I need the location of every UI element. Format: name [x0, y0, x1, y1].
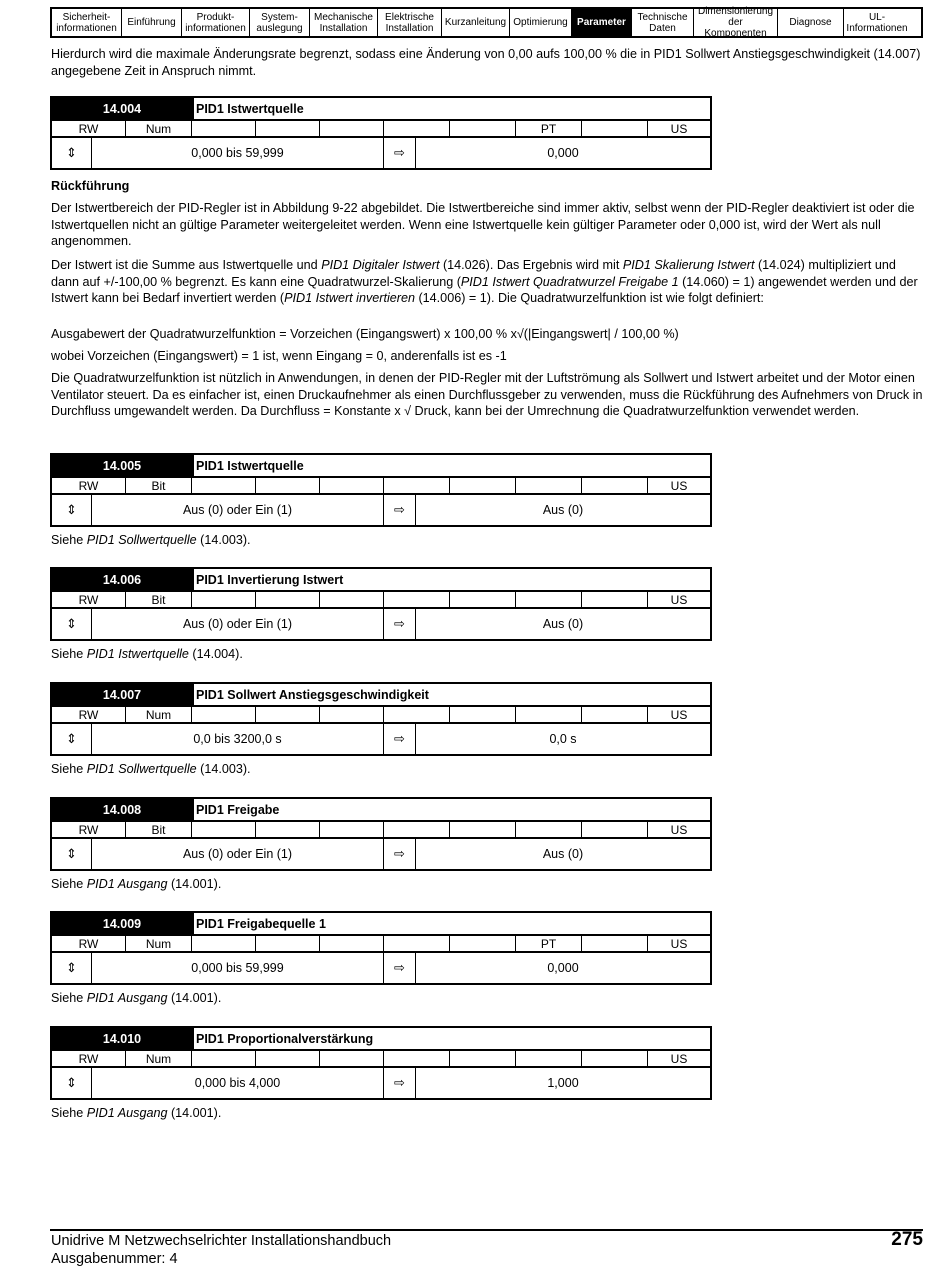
- param-ref: PID1 Istwert invertieren: [284, 291, 415, 306]
- see-reference: [51, 762, 251, 776]
- param-header: [50, 682, 712, 705]
- attribute-cell: [320, 1051, 384, 1066]
- param-default: Aus (0): [542, 503, 584, 517]
- right-arrow-icon: ⇨: [384, 839, 416, 869]
- attribute-cell: [256, 478, 320, 493]
- see-param-link[interactable]: PID1 Sollwertquelle: [86, 533, 197, 547]
- attribute-cell: [320, 121, 384, 136]
- param-range: Aus (0) oder Ein (1): [92, 609, 384, 639]
- param-id: 14.010: [52, 1028, 192, 1049]
- see-param-link[interactable]: PID1 Sollwertquelle: [86, 762, 197, 776]
- see-param-link[interactable]: PID1 Istwertquelle: [86, 647, 189, 661]
- nav-tab-12[interactable]: Diagnose: [778, 9, 844, 36]
- param-table-14-007: [50, 682, 712, 756]
- see-reference: [51, 991, 221, 1005]
- param-attributes: [50, 590, 712, 609]
- attribute-cell: [256, 121, 320, 136]
- param-values: [50, 953, 712, 985]
- see-prefix: Siehe: [51, 877, 87, 891]
- param-name: PID1 Proportionalverstärkung: [192, 1028, 710, 1049]
- param-header: [50, 567, 712, 590]
- nav-tab-7[interactable]: Kurzanleitung: [442, 9, 510, 36]
- attribute-cell: [384, 478, 450, 493]
- param-header: [50, 911, 712, 934]
- nav-tab-4[interactable]: System- auslegung: [250, 9, 310, 36]
- param-range: 0,000 bis 4,000: [92, 1068, 384, 1098]
- updown-arrow-icon: ⇕: [52, 138, 92, 168]
- attribute-cell: [516, 592, 582, 607]
- param-name: PID1 Istwertquelle: [192, 455, 710, 476]
- nav-tab-5[interactable]: Mechanische Installation: [310, 9, 378, 36]
- attribute-cell: [256, 707, 320, 722]
- param-ref: PID1 Istwert Quadratwurzel Freigabe 1: [460, 274, 679, 289]
- attribute-cell: [582, 592, 648, 607]
- param-id: 14.005: [52, 455, 192, 476]
- param-default: Aus (0): [542, 847, 584, 861]
- see-suffix: (14.003).: [196, 762, 251, 776]
- attribute-cell: US: [670, 478, 688, 493]
- attribute-cell: [450, 592, 516, 607]
- footer-divider: [50, 1229, 923, 1231]
- param-default: 0,000: [547, 146, 579, 160]
- param-attributes: [50, 705, 712, 724]
- param-name: PID1 Sollwert Anstiegsgeschwindigkeit: [192, 684, 710, 705]
- sqrt-formula: Ausgabewert der Quadratwurzelfunktion = Vorzeichen (Eingangswert) x 100,00 % x√(|Eingangswert| / 100,00 %): [51, 327, 679, 341]
- attribute-cell: Num: [126, 121, 192, 136]
- attribute-cell: [320, 592, 384, 607]
- attribute-cell: [256, 592, 320, 607]
- intro-text: Hierdurch wird die maximale Änderungsrate begrenzt, sodass eine Änderung von 0,00 aufs 100,00 % die in PID1 Sollwert Anstiegsgeschwindigkeit (14.007) angegebene Zeit in Anspruch nimmt.: [51, 47, 921, 78]
- footer-title: Unidrive M Netzwechselrichter Installationshandbuch: [51, 1233, 392, 1249]
- see-param-link[interactable]: PID1 Ausgang: [86, 991, 168, 1005]
- attribute-cell: [384, 121, 450, 136]
- attribute-cell: Num: [126, 707, 192, 722]
- see-param-link[interactable]: PID1 Ausgang: [86, 1106, 168, 1120]
- feedback-paragraph-1: Der Istwertbereich der PID-Regler ist in Abbildung 9-22 abgebildet. Die Istwertbereiche sind immer aktiv, selbst wenn der PID-Regler deaktiviert ist oder die Istwertquellen nicht an gültige Parameter weitergeleitet werden. Wenn eine Istwertquelle kein gültiger Parameter oder 0,000 ist, wird der Wert als null angenommen.: [51, 201, 915, 249]
- nav-tab-3[interactable]: Produkt- informationen: [182, 9, 250, 36]
- nav-tab-2[interactable]: Einführung: [122, 9, 182, 36]
- sign-definition: wobei Vorzeichen (Eingangswert) = 1 ist, wenn Eingang = 0, anderenfalls ist es -1: [51, 349, 507, 363]
- updown-arrow-icon: ⇕: [52, 953, 92, 983]
- param-id: 14.009: [52, 913, 192, 934]
- nav-tab-6[interactable]: Elektrische Installation: [378, 9, 442, 36]
- param-id: 14.004: [52, 98, 192, 119]
- attribute-cell: Bit: [126, 478, 192, 493]
- see-reference: [51, 877, 221, 891]
- attribute-cell: [582, 478, 648, 493]
- param-range: Aus (0) oder Ein (1): [92, 495, 384, 525]
- attribute-cell: [384, 592, 450, 607]
- attribute-cell: [384, 822, 450, 837]
- footer-issue: Ausgabenummer: 4: [51, 1251, 178, 1267]
- attribute-cell: [192, 592, 256, 607]
- attribute-cell: RW: [52, 478, 126, 493]
- attribute-cell: RW: [52, 936, 126, 951]
- attribute-cell: [450, 822, 516, 837]
- right-arrow-icon: ⇨: [384, 1068, 416, 1098]
- param-header: [50, 453, 712, 476]
- attribute-cell: [192, 478, 256, 493]
- attribute-cell: [582, 121, 648, 136]
- see-param-link[interactable]: PID1 Ausgang: [86, 877, 168, 891]
- attribute-cell: [256, 822, 320, 837]
- param-table-14-008: [50, 797, 712, 871]
- updown-arrow-icon: ⇕: [52, 495, 92, 525]
- attribute-cell: [192, 1051, 256, 1066]
- feedback-paragraph-5: Die Quadratwurzelfunktion ist nützlich in Anwendungen, in denen der PID-Regler mit der Luftströmung als Sollwert und Istwert arbeitet und der Motor einen Ventilator steuert. Da es einfacher ist, einen Druckaufnehmer als einen Durchflussgeber zu verwenden, muss die Rückführung des Aufnehmers von Druck in Durchfluss umgewandelt werden. Da Durchfluss = Konstante x √ Druck, kann bei der Umrechnung die Quadratwurzelfunktion verwendet werden.: [51, 371, 923, 419]
- see-suffix: (14.001).: [167, 1106, 222, 1120]
- attribute-cell: RW: [52, 822, 126, 837]
- attribute-cell: Bit: [126, 592, 192, 607]
- see-prefix: Siehe: [51, 1106, 87, 1120]
- param-attributes: [50, 119, 712, 138]
- nav-tab-9[interactable]: Parameter: [572, 9, 632, 36]
- feedback-paragraph-2: [51, 257, 923, 307]
- attribute-cell: [450, 707, 516, 722]
- see-prefix: Siehe: [51, 533, 87, 547]
- attribute-cell: RW: [52, 707, 126, 722]
- param-default: Aus (0): [542, 617, 584, 631]
- param-values: [50, 609, 712, 641]
- param-values: [50, 495, 712, 527]
- see-reference: [51, 1106, 221, 1120]
- see-reference: [51, 533, 251, 547]
- text-run: (14.026). Das Ergebnis wird mit: [439, 258, 623, 272]
- attribute-cell: US: [670, 1051, 688, 1066]
- updown-arrow-icon: ⇕: [52, 724, 92, 754]
- attribute-cell: RW: [52, 1051, 126, 1066]
- updown-arrow-icon: ⇕: [52, 609, 92, 639]
- param-attributes: [50, 1049, 712, 1068]
- text-run: (14.024) multipliziert und dann auf +/-100,00 % begrenzt. Es kann eine Quadratwurzel-Skalierung (: [51, 258, 896, 289]
- nav-tab-10[interactable]: Technische Daten: [632, 9, 694, 36]
- param-default: 0,0 s: [549, 732, 577, 746]
- param-values: [50, 724, 712, 756]
- attribute-cell: [384, 1051, 450, 1066]
- nav-tab-8[interactable]: Optimierung: [510, 9, 572, 36]
- attribute-cell: [450, 121, 516, 136]
- attribute-cell: RW: [52, 592, 126, 607]
- attribute-cell: RW: [52, 121, 126, 136]
- attribute-cell: [320, 707, 384, 722]
- feedback-heading: Rückführung: [51, 179, 130, 193]
- see-suffix: (14.001).: [167, 877, 222, 891]
- attribute-cell: [582, 936, 648, 951]
- param-table-14-010: [50, 1026, 712, 1100]
- attribute-cell: Num: [126, 936, 192, 951]
- param-table-14-009: [50, 911, 712, 985]
- attribute-cell: [450, 478, 516, 493]
- param-range: 0,0 bis 3200,0 s: [92, 724, 384, 754]
- right-arrow-icon: ⇨: [384, 138, 416, 168]
- updown-arrow-icon: ⇕: [52, 839, 92, 869]
- text-run: (14.006) = 1). Die Quadratwurzelfunktion ist wie folgt definiert:: [414, 291, 764, 306]
- attribute-cell: US: [670, 592, 688, 607]
- see-reference: [51, 647, 243, 661]
- right-arrow-icon: ⇨: [384, 953, 416, 983]
- attribute-cell: US: [670, 822, 688, 837]
- attribute-cell: [516, 822, 582, 837]
- attribute-cell: [256, 1051, 320, 1066]
- attribute-cell: [192, 822, 256, 837]
- param-ref: PID1 Skalierung Istwert: [622, 258, 755, 272]
- param-name: PID1 Freigabequelle 1: [192, 913, 710, 934]
- param-name: PID1 Invertierung Istwert: [192, 569, 710, 590]
- attribute-cell: [516, 707, 582, 722]
- right-arrow-icon: ⇨: [384, 609, 416, 639]
- attribute-cell: Num: [126, 1051, 192, 1066]
- attribute-cell: PT: [516, 121, 582, 136]
- param-name: PID1 Istwertquelle: [192, 98, 710, 119]
- attribute-cell: Bit: [126, 822, 192, 837]
- see-prefix: Siehe: [51, 762, 87, 776]
- attribute-cell: [450, 1051, 516, 1066]
- param-default: 0,000: [547, 961, 579, 975]
- param-ref: PID1 Digitaler Istwert: [321, 258, 440, 272]
- attribute-cell: [192, 707, 256, 722]
- param-name: PID1 Freigabe: [192, 799, 710, 820]
- attribute-cell: [384, 936, 450, 951]
- param-default: 1,000: [547, 1076, 579, 1090]
- attribute-cell: [320, 478, 384, 493]
- section-nav: [50, 7, 923, 38]
- see-suffix: (14.004).: [188, 647, 243, 661]
- param-id: 14.008: [52, 799, 192, 820]
- attribute-cell: [582, 707, 648, 722]
- attribute-cell: [384, 707, 450, 722]
- param-id: 14.006: [52, 569, 192, 590]
- attribute-cell: [582, 822, 648, 837]
- nav-tab-11[interactable]: Dimensionierung der Komponenten: [694, 9, 778, 36]
- attribute-cell: [320, 822, 384, 837]
- param-table-14-004: [50, 96, 712, 170]
- param-header: [50, 96, 712, 119]
- attribute-cell: [582, 1051, 648, 1066]
- param-header: [50, 797, 712, 820]
- see-suffix: (14.003).: [196, 533, 251, 547]
- attribute-cell: [450, 936, 516, 951]
- updown-arrow-icon: ⇕: [52, 1068, 92, 1098]
- nav-tab-13[interactable]: UL- Informationen: [846, 11, 908, 34]
- attribute-cell: US: [670, 936, 688, 951]
- param-range: 0,000 bis 59,999: [92, 953, 384, 983]
- param-table-14-005: [50, 453, 712, 527]
- attribute-cell: [516, 1051, 582, 1066]
- text-run: Der Istwert ist die Summe aus Istwertquelle und: [51, 258, 322, 272]
- param-values: [50, 138, 712, 170]
- attribute-cell: [192, 936, 256, 951]
- text-run: (14.060) = 1) angewendet werden und der Istwert kann bei Bedarf invertiert werden (: [51, 274, 918, 306]
- param-table-14-006: [50, 567, 712, 641]
- param-header: [50, 1026, 712, 1049]
- attribute-cell: PT: [516, 936, 582, 951]
- attribute-cell: [256, 936, 320, 951]
- param-values: [50, 1068, 712, 1100]
- param-attributes: [50, 820, 712, 839]
- param-attributes: [50, 476, 712, 495]
- page-number: 275: [891, 1229, 923, 1250]
- attribute-cell: [320, 936, 384, 951]
- right-arrow-icon: ⇨: [384, 495, 416, 525]
- see-suffix: (14.001).: [167, 991, 222, 1005]
- param-id: 14.007: [52, 684, 192, 705]
- attribute-cell: US: [670, 707, 688, 722]
- attribute-cell: [192, 121, 256, 136]
- param-attributes: [50, 934, 712, 953]
- param-range: Aus (0) oder Ein (1): [92, 839, 384, 869]
- attribute-cell: [516, 478, 582, 493]
- nav-tab-1[interactable]: Sicherheit- informationen: [52, 9, 122, 36]
- attribute-cell: US: [670, 121, 688, 136]
- right-arrow-icon: ⇨: [384, 724, 416, 754]
- see-prefix: Siehe: [51, 647, 87, 661]
- param-range: 0,000 bis 59,999: [92, 138, 384, 168]
- see-prefix: Siehe: [51, 991, 87, 1005]
- param-values: [50, 839, 712, 871]
